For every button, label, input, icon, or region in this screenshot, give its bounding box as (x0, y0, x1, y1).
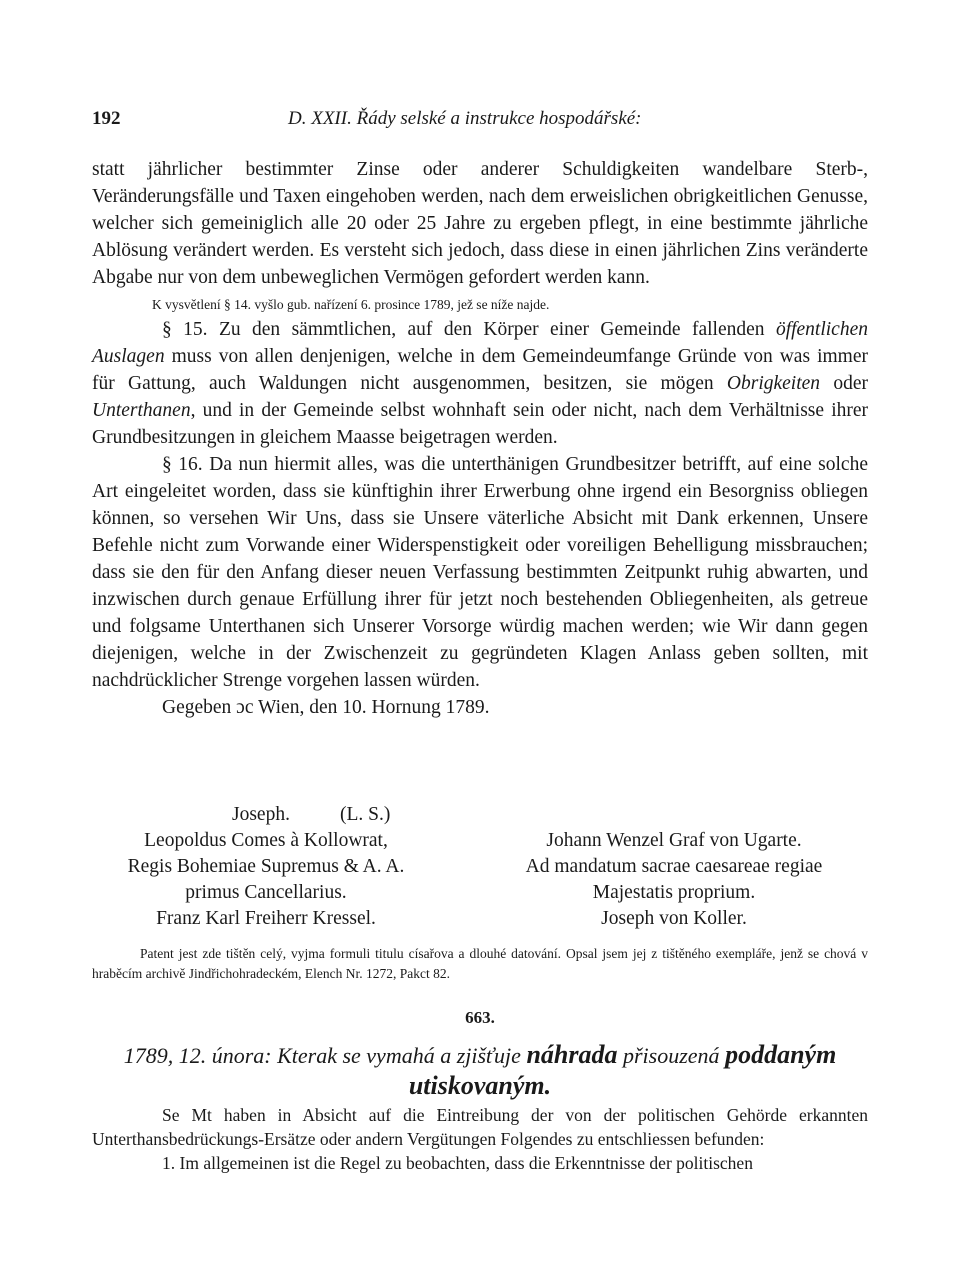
document-body (92, 1103, 868, 1175)
intro-paragraph: Se Mt haben in Absicht auf die Eintreibung der von der politischen Gehörde erkannten Unterthansbedrückungs-Ersätze oder andern Vergütungen Folgendes zu entschliessen befunden: (92, 1105, 868, 1149)
running-head: D. XXII. Řády selské a instrukce hospodářské: (288, 108, 642, 129)
paragraph-section-16: § 16. Da nun hiermit alles, was die unterthänigen Grundbesitzer betrifft, auf eine solche Art eingeleitet worden, dass sie künftighin ihrer Erwerbung ohne irgend ein Besorgniss obliegen können, so versehen Wir Uns, dass sie Unsere väterliche Absicht mit Dank erkennen, Unsere Befehle nicht zum Vorwande einer Widerspenstigkeit oder voreiligen Behelligung missbrauchen; dass sie den für den Anfang dieser neuen Verfassung bestimmten Zeitpunkt ruhig abwarten, und inzwischen durch genaue Erfüllung ihrer für jetzt noch bestehenden Obliegenheiten, als getreue und folgsame Unterthanen sich Unserer Vorsorge würdig machen werden; wie Wir dann gegen diejenigen, welche in der Zwischenzeit zu gegründeten Klagen Anlass geben sollten, mit nachdrücklicher Strenge vorgehen lassen würden. (92, 454, 868, 691)
list-item-1: 1. Im allgemeinen ist die Regel zu beobachten, dass die Erkenntnisse der politischen (162, 1153, 753, 1173)
seal-mark: (L. S.) (339, 804, 391, 825)
signature-line: Franz Karl Freiherr Kressel. (156, 908, 376, 929)
given-date: Gegeben ɔc Wien, den 10. Hornung 1789. (162, 697, 490, 718)
signature-left-column (92, 828, 480, 932)
signature-row (92, 828, 868, 932)
signature-block (92, 802, 868, 932)
reference-note: K vysvětlení § 14. vyšlo gub. nařízení 6. prosince 1789, jež se níže najde. (152, 297, 550, 312)
signature-line: primus Cancellarius. (185, 882, 347, 903)
page-number: 192 (92, 108, 121, 129)
signature-line: Ad mandatum sacrae caesareae regiae (525, 856, 823, 877)
page-header (92, 108, 868, 138)
source-footnote: Patent jest zde tištěn celý, vyjma formuli titulu císařova a dlouhé datování. Opsal jsem jej z tištěného exempláře, jenž se chová v hraběcím archivě Jindřichohradeckém, Elench Nr. 1272, Pakct 82. (92, 946, 868, 981)
signature-joseph: Joseph. (232, 804, 290, 825)
document-title: 1789, 12. února: Kterak se vymahá a zjišťuje náhrada přisouzená poddaným utiskovaným. (123, 1040, 837, 1100)
signature-line: Johann Wenzel Graf von Ugarte. (546, 830, 802, 851)
signature-line: Majestatis proprium. (592, 882, 756, 903)
signature-line: Regis Bohemiae Supremus & A. A. (127, 856, 405, 877)
text-block-top (92, 156, 868, 721)
signature-line: Joseph von Koller. (601, 908, 747, 929)
sovereign-signature-row (232, 802, 868, 828)
signature-right-column (480, 828, 868, 932)
signature-line: Leopoldus Comes à Kollowrat, (144, 830, 388, 851)
document-number: 663. (465, 1008, 495, 1027)
paragraph-section-15: § 15. Zu den sämmtlichen, auf den Körper einer Gemeinde fallenden öffentlichen Auslagen muss von allen denjenigen, welche in dem Gemeindeumfange Gründe von was immer für Gattung, auch Waldungen nicht ausgenommen, besitzen, sie mögen Obrigkeiten oder Unterthanen, und in der Gemeinde selbst wohnhaft sein oder nicht, nach dem Verhältnisse ihrer Grundbesitzungen in gleichem Maasse beigetragen werden. (92, 319, 868, 448)
paragraph-continuation: statt jährlicher bestimmter Zinse oder anderer Schuldigkeiten wandelbare Sterb-, Veränderungsfälle und Taxen eingehoben werden, nach dem erweislichen obrigkeitlichen Genusse, welcher sich gemeiniglich alle 20 oder 25 Jahre zu ergeben pflegt, in eine bestimmte jährliche Ablösung verändert werden. Es versteht sich jedoch, dass diese in einen jährlichen Zins veränderte Abgabe nur von dem unbeweglichen Vermögen gefordert werden kann. (92, 159, 868, 288)
